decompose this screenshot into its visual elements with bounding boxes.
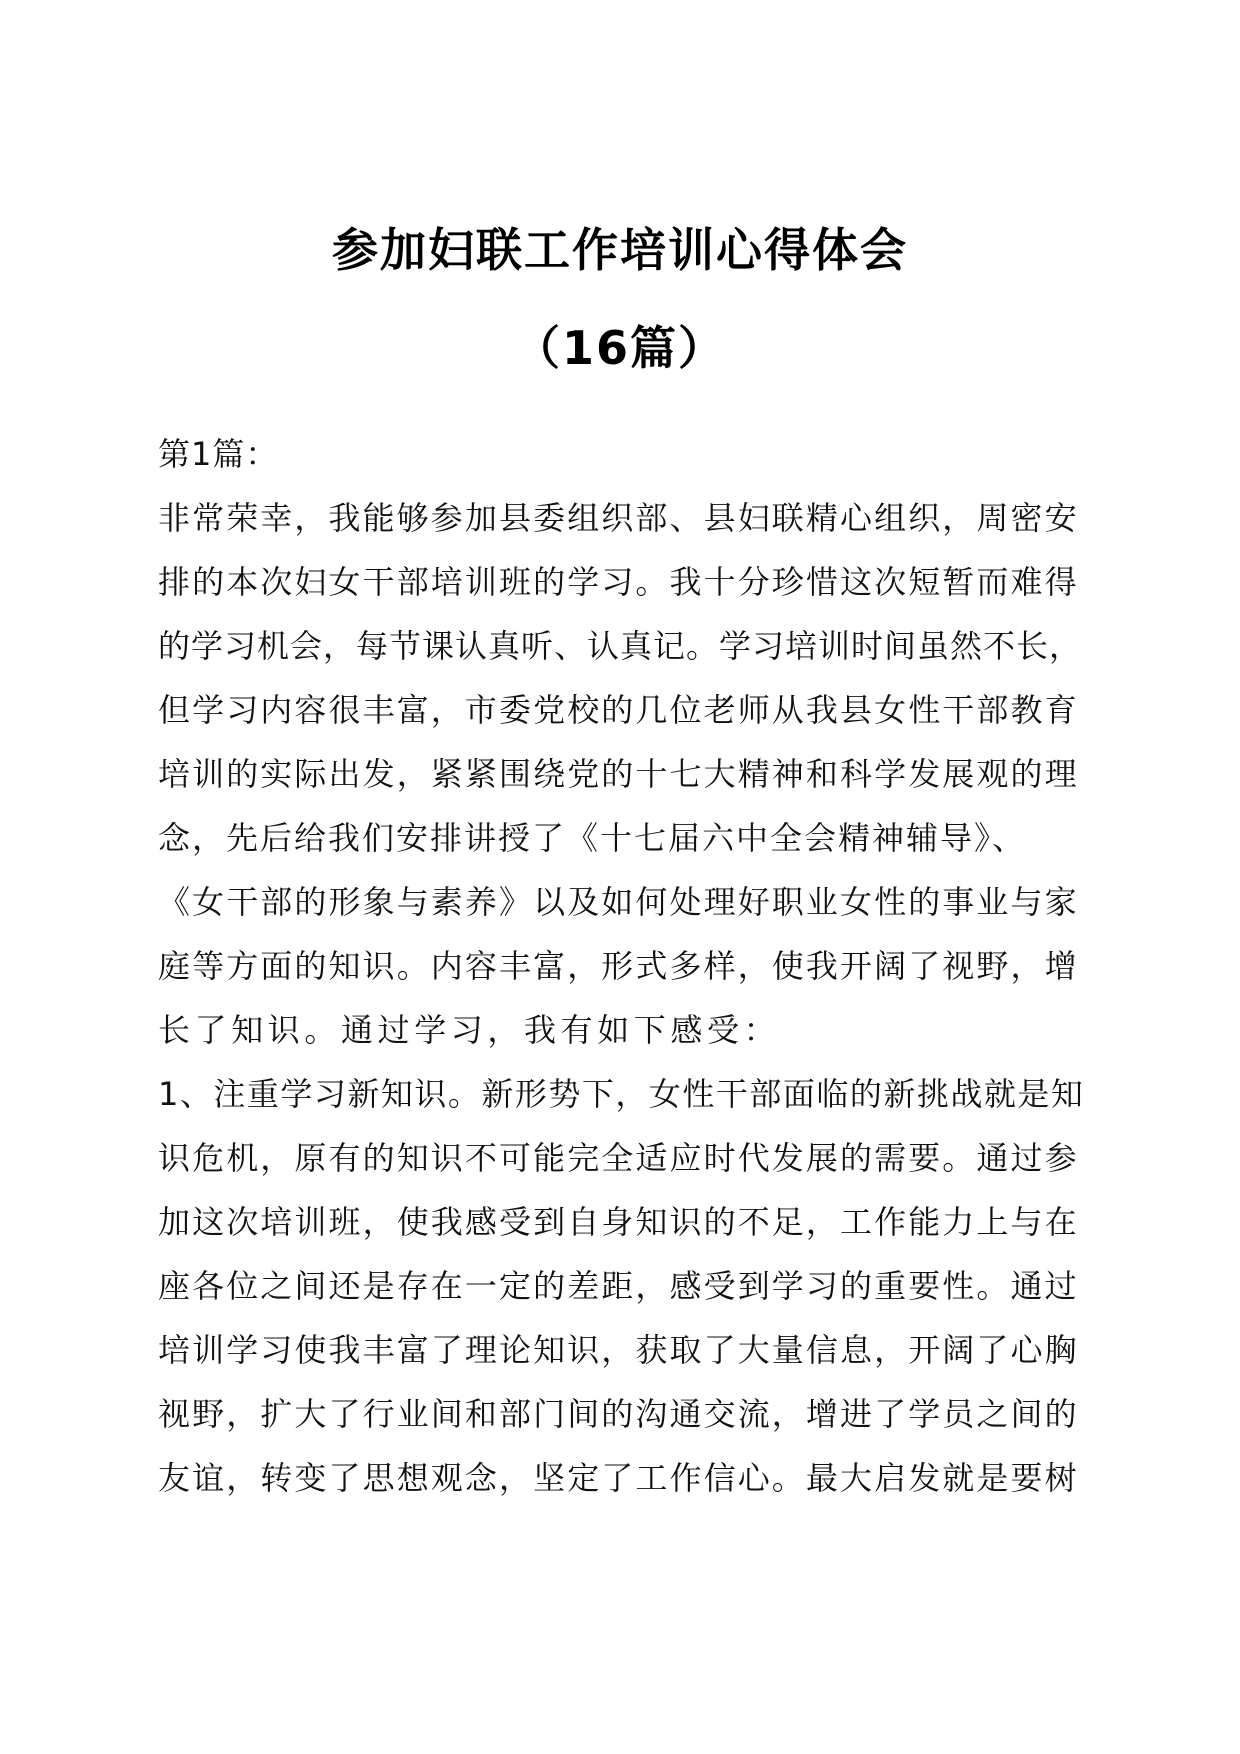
body-line: 1、注重学习新知识。新形势下，女性干部面临的新挑战就是知 — [158, 1075, 1085, 1113]
body-line: 但学习内容很丰富，市委党校的几位老师从我县女性干部教育 — [158, 691, 1079, 729]
body-line: 培训的实际出发，紧紧围绕党的十七大精神和科学发展观的理 — [158, 755, 1079, 793]
body-line: 念，先后给我们安排讲授了《十七届六中全会精神辅导》、 — [158, 819, 1027, 857]
body-line: 视野，扩大了行业间和部门间的沟通交流，增进了学员之间的 — [158, 1395, 1079, 1433]
body-line: 的学习机会，每节课认真听、认真记。学习培训时间虽然不长， — [158, 627, 1083, 665]
body-line: 庭等方面的知识。内容丰富，形式多样，使我开阔了视野，增 — [158, 947, 1079, 985]
body-line: 友谊，转变了思想观念，坚定了工作信心。最大启发就是要树 — [158, 1459, 1079, 1497]
document-body — [158, 422, 1088, 1510]
body-line: 长了知识。通过学习，我有如下感受： — [158, 1011, 781, 1049]
body-line: 座各位之间还是存在一定的差距，感受到学习的重要性。通过 — [158, 1267, 1079, 1305]
body-line: 排的本次妇女干部培训班的学习。我十分珍惜这次短暂而难得 — [158, 563, 1079, 601]
body-line: 非常荣幸，我能够参加县委组织部、县妇联精心组织，周密安 — [158, 499, 1079, 537]
document-subtitle: （16篇） — [513, 321, 726, 375]
body-line: 培训学习使我丰富了理论知识，获取了大量信息，开阔了心胸 — [158, 1331, 1079, 1369]
body-line: 加这次培训班，使我感受到自身知识的不足，工作能力上与在 — [158, 1203, 1079, 1241]
body-line: 识危机，原有的知识不可能完全适应时代发展的需要。通过参 — [158, 1139, 1079, 1177]
body-line: 《女干部的形象与素养》以及如何处理好职业女性的事业与家 — [158, 883, 1079, 921]
section-heading: 第1篇： — [158, 435, 279, 473]
document-title: 参加妇联工作培训心得体会 — [332, 223, 908, 277]
